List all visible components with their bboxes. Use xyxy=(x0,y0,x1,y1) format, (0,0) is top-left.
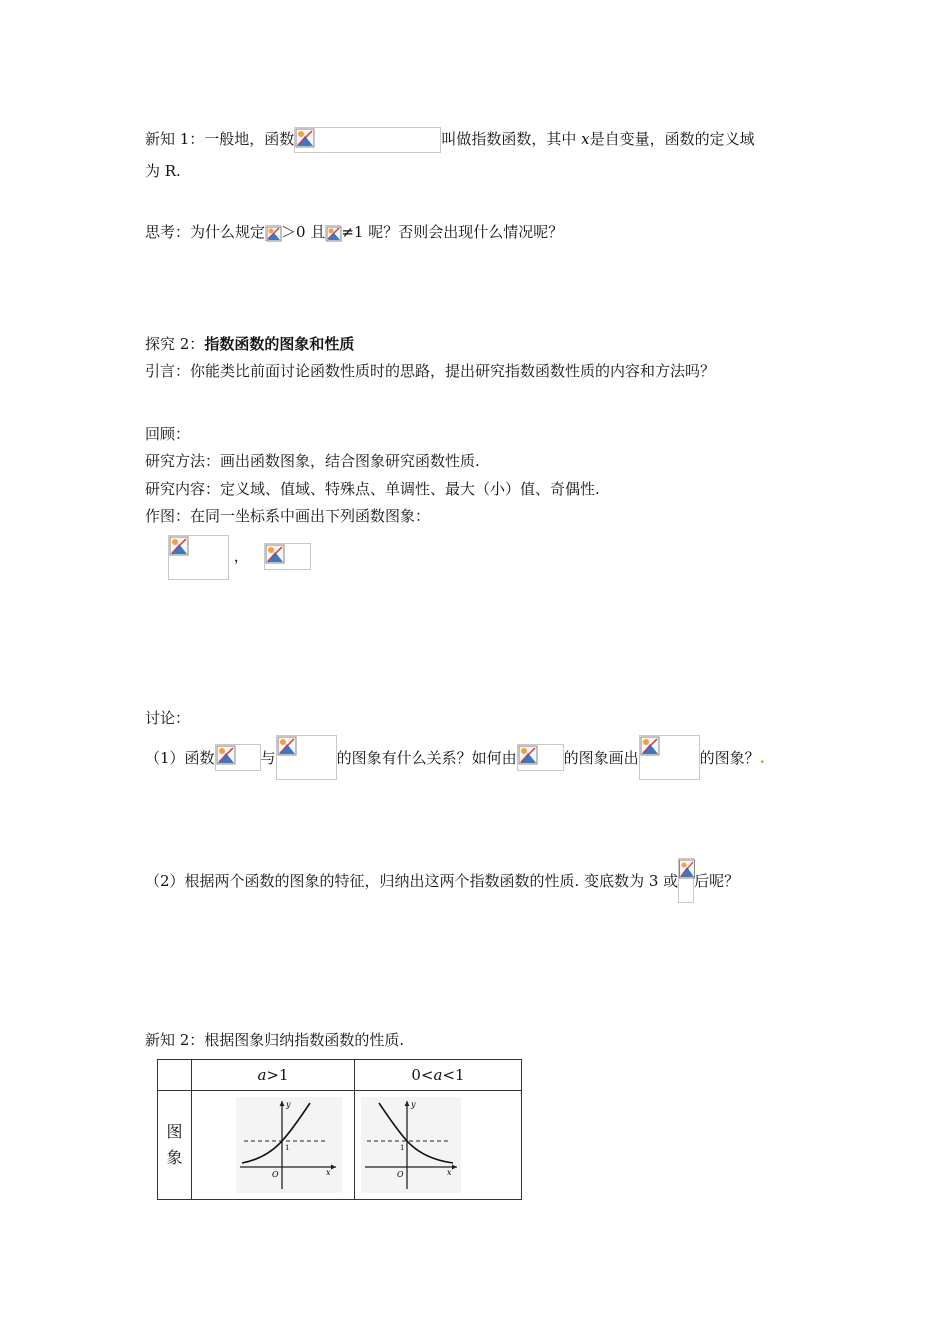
def1-prefix: 新知 1：一般地，函数 xyxy=(145,130,295,148)
discuss-q2 xyxy=(145,858,739,904)
formula-image-placeholder xyxy=(678,858,694,903)
origin-label: O xyxy=(272,1170,279,1179)
def1-line2-text: 为 R. xyxy=(145,162,181,180)
def1-suffix: 是自变量，函数的定义域 xyxy=(589,130,755,148)
formula-image-placeholder xyxy=(264,543,311,570)
graph-increasing-cell xyxy=(192,1091,355,1200)
q1-b: 与 xyxy=(260,749,276,767)
def1-variable: x xyxy=(581,130,590,148)
header-between-trail: <1 xyxy=(442,1066,465,1084)
explore2-title: 指数函数的图象和性质 xyxy=(204,335,355,353)
think-prefix: 思考：为什么规定 xyxy=(145,223,266,241)
review-method-text: 研究方法：画出函数图象，结合图象研究函数性质. xyxy=(145,452,480,470)
graph-increasing-exponential xyxy=(236,1097,342,1193)
review-heading-text: 回顾： xyxy=(145,425,191,443)
q1-e: 的图象？ xyxy=(699,749,760,767)
q1-c: 的图象有什么关系？如何由 xyxy=(336,749,517,767)
table-header-row xyxy=(158,1060,522,1091)
review-content xyxy=(145,478,600,500)
row-label-graph xyxy=(158,1091,192,1200)
broken-image-icon xyxy=(277,736,297,756)
header-between-lead: 0< xyxy=(411,1066,434,1084)
broken-image-icon xyxy=(169,536,189,556)
header-between-var: a xyxy=(433,1066,443,1084)
q2-a: （2）根据两个函数的图象的特征，归纳出这两个指数函数的性质. 变底数为 3 或 xyxy=(145,872,679,890)
draw-functions-line xyxy=(168,535,311,580)
x-label: x xyxy=(447,1168,452,1177)
intro-text: 引言：你能类比前面讨论函数性质时的思路，提出研究指数函数性质的内容和方法吗？ xyxy=(145,362,716,380)
row-label-text: 图 象 xyxy=(166,1122,183,1167)
graph-decreasing-cell xyxy=(355,1091,522,1200)
def2-line xyxy=(145,1029,404,1051)
def1-mid: 叫做指数函数，其中 xyxy=(441,130,577,148)
review-draw xyxy=(145,505,430,527)
formula-image-placeholder xyxy=(639,735,700,780)
formula-image-placeholder xyxy=(215,744,261,771)
broken-image-icon xyxy=(216,745,236,765)
review-draw-text: 作图：在同一坐标系中画出下列函数图象： xyxy=(145,507,431,525)
header-a-var: a xyxy=(257,1066,267,1084)
header-a-gt-1 xyxy=(192,1060,355,1091)
broken-image-icon xyxy=(266,226,282,242)
table-graph-row xyxy=(158,1091,522,1200)
header-a-between xyxy=(355,1060,522,1091)
formula-image-placeholder xyxy=(517,744,564,771)
x-label: x xyxy=(326,1168,331,1177)
origin-label: O xyxy=(397,1170,404,1179)
formula-image-placeholder xyxy=(168,535,229,580)
def1-line2 xyxy=(145,160,181,182)
table-corner-cell xyxy=(158,1060,192,1091)
q1-d: 的图象画出 xyxy=(563,749,639,767)
review-heading xyxy=(145,423,190,445)
properties-table xyxy=(157,1059,522,1200)
formula-image-placeholder xyxy=(294,127,441,153)
def2-text: 新知 2：根据图象归纳指数函数的性质. xyxy=(145,1031,405,1049)
discuss-q1 xyxy=(145,735,765,781)
formula-image-placeholder xyxy=(325,225,341,241)
q1-dot: . xyxy=(759,749,765,767)
discuss-heading-text: 讨论： xyxy=(145,709,191,727)
header-a-cond: >1 xyxy=(266,1066,289,1084)
broken-image-icon xyxy=(326,226,342,242)
q1-a: （1）函数 xyxy=(145,749,215,767)
think-line xyxy=(145,221,563,243)
review-method xyxy=(145,450,480,472)
one-label: 1 xyxy=(285,1144,290,1152)
broken-image-icon xyxy=(679,859,695,879)
intro-line xyxy=(145,360,715,382)
explore2-heading xyxy=(145,333,354,355)
def1-line1 xyxy=(145,127,755,153)
explore2-label: 探究 2： xyxy=(145,335,205,353)
think-gt0: ＞0 且 xyxy=(281,223,326,241)
broken-image-icon xyxy=(295,128,315,148)
review-content-text: 研究内容：定义域、值域、特殊点、单调性、最大（小）值、奇偶性. xyxy=(145,480,600,498)
one-label: 1 xyxy=(400,1144,405,1152)
graph-decreasing-exponential xyxy=(361,1097,461,1193)
q2-b: 后呢？ xyxy=(694,872,740,890)
formula-image-placeholder xyxy=(265,225,281,241)
y-label: y xyxy=(411,1100,416,1109)
broken-image-icon xyxy=(265,544,285,564)
broken-image-icon xyxy=(640,736,660,756)
formula-image-placeholder xyxy=(276,735,337,780)
think-ne1: ≠1 呢？否则会出现什么情况呢？ xyxy=(341,223,564,241)
discuss-heading xyxy=(145,707,190,729)
y-label: y xyxy=(286,1100,291,1109)
draw-separator: ， xyxy=(233,547,249,565)
broken-image-icon xyxy=(518,745,538,765)
